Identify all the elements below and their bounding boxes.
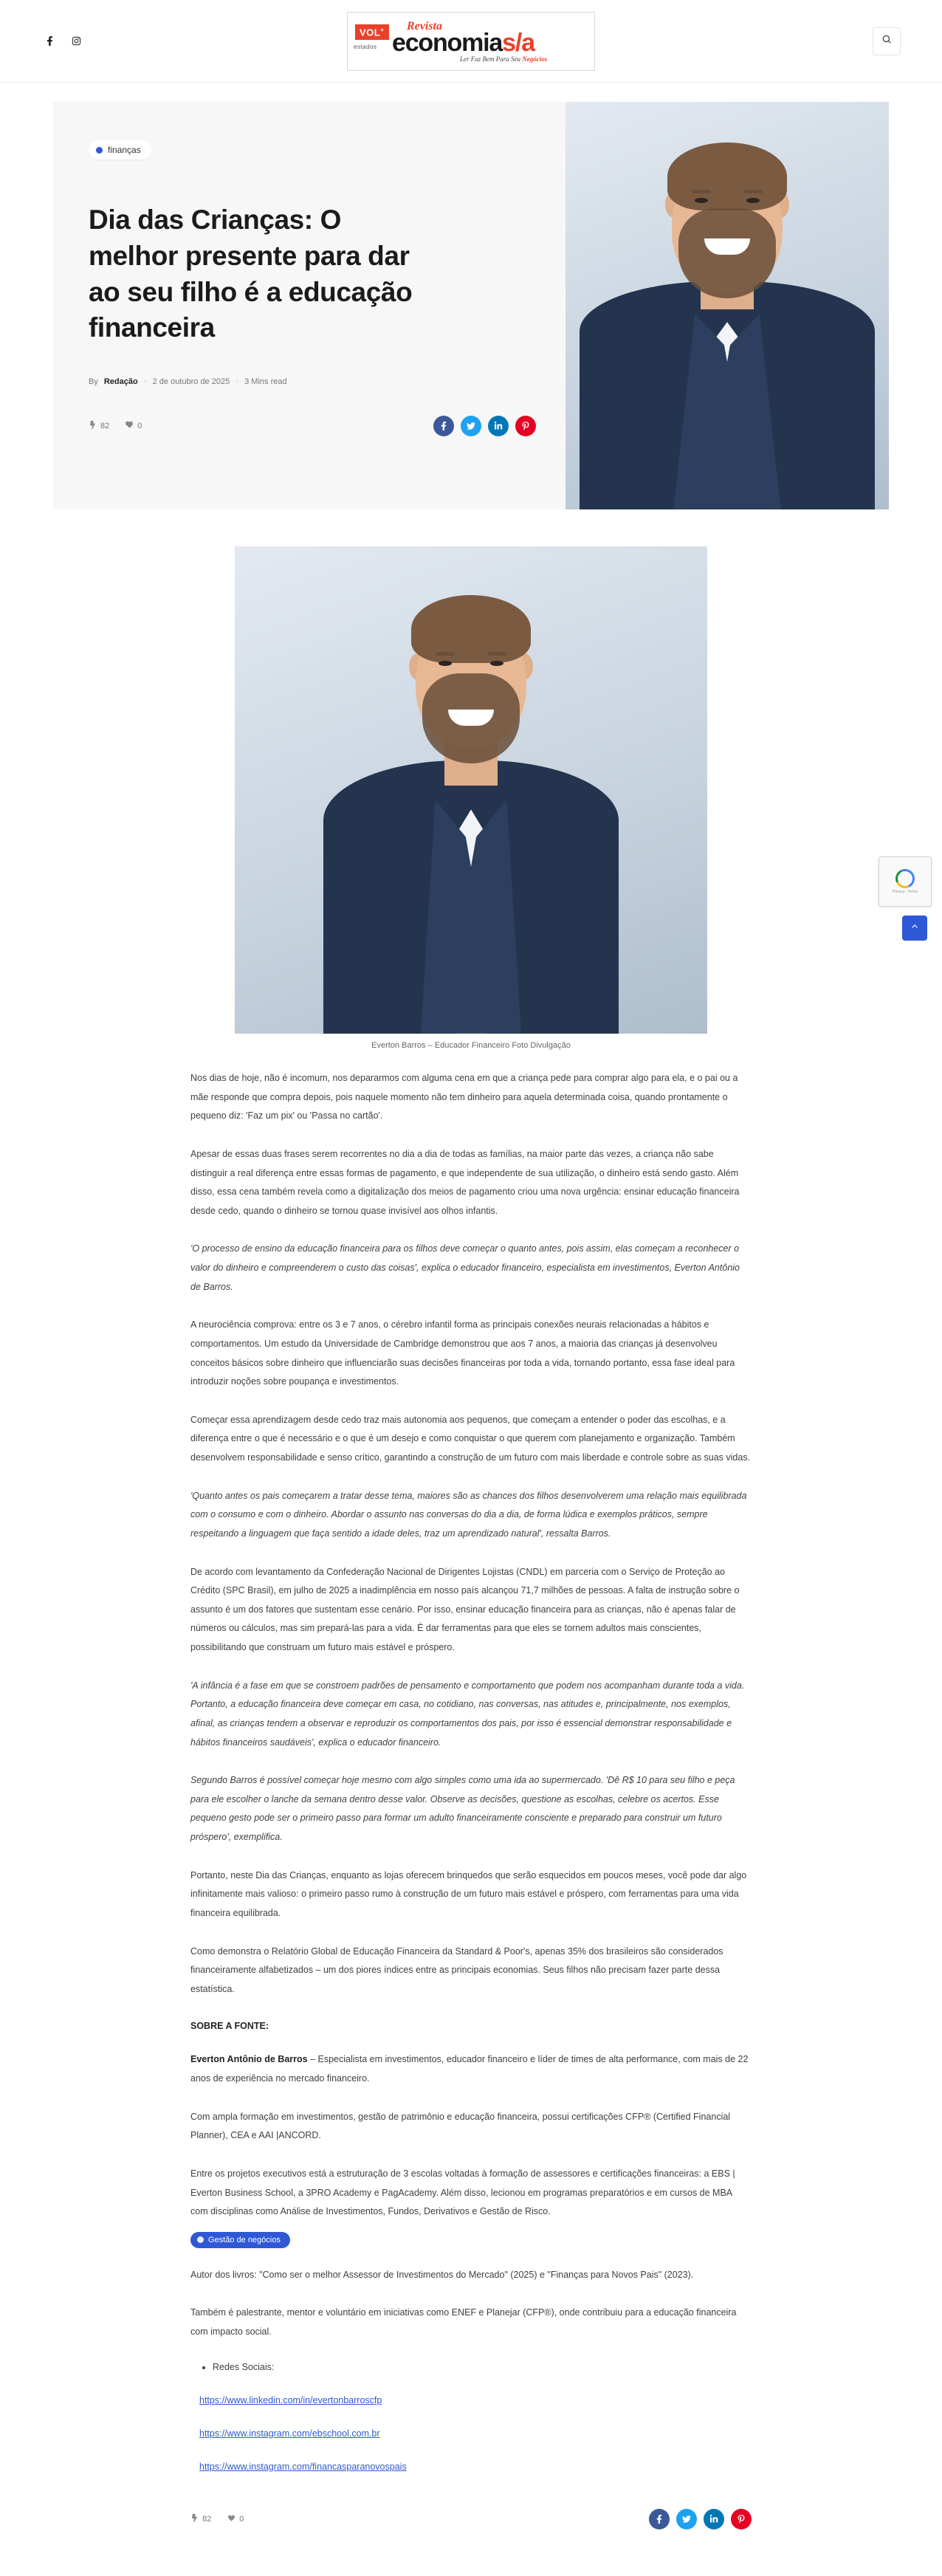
article-figure — [220, 546, 722, 1050]
social-links-list — [190, 2358, 752, 2476]
logo-badge-sup: + — [380, 27, 385, 33]
meta-separator-1: ◦ — [143, 377, 147, 387]
article-paragraph: De acordo com levantamento da Confederação Nacional de Dirigentes Lojistas (CNDL) em parceria com o Serviço de Proteção ao Crédito (SPC Brasil), em julho de 2025 a inadimplência em nosso país alcançou 71,7 milhões de pessoas. A falta de instrução sobre o assunto é um dos fatores que sustentam esse cenário. Por isso, ensinar educação financeira para as crianças, não é apenas falar de números ou cálculos, mas sim prepará-las para a vida. É dar ferramentas para que eles se tornem adultos mais conscientes, possibilitando que construam um futuro mais estável e próspero. — [190, 1566, 740, 1652]
search-button[interactable] — [873, 27, 901, 55]
footer-like-count-value: 0 — [239, 2514, 244, 2524]
portrait-illustration-2 — [235, 546, 707, 1034]
logo-wordmark — [392, 29, 534, 58]
share-twitter-icon[interactable] — [676, 2509, 697, 2529]
article-paragraph: Nos dias de hoje, não é incomum, nos depararmos com alguma cena em que a criança pede para comprar algo para ela, e o pai ou a mãe responde que compra depois, pois naquele momento não tem dinheiro para aquela determinada coisa, quando prontamente o pequeno diz: 'Faz um pix' ou 'Passa no cartão'. — [190, 1073, 738, 1122]
article-meta — [89, 377, 536, 386]
recaptcha-badge[interactable] — [879, 856, 932, 907]
article-paragraph: Apesar de essas duas frases serem recorrentes no dia a dia de todas as famílias, na maior parte das vezes, a criança não sabe distinguir a real diferença entre essas formas de pagamento, e que independente de sua utilização, o dinheiro está sendo gasto. Além disso, essa cena também revela como a digitalização dos meios de pagamento criou uma nova urgência: ensinar educação financeira desde cedo, quando o dinheiro se tornou quase invisível aos olhos infantis. — [190, 1148, 740, 1216]
tag-dot-icon — [197, 2236, 204, 2243]
instagram-finance-link[interactable]: https://www.instagram.com/financasparanovospais — [199, 2461, 407, 2472]
footer-view-count — [190, 2514, 211, 2524]
share-linkedin-icon[interactable] — [704, 2509, 724, 2529]
article-read-time: 3 Mins read — [244, 377, 287, 387]
links-heading-text: Redes Sociais: — [213, 2361, 275, 2372]
source-paragraph: Entre os projetos executivos está a estruturação de 3 escolas voltadas à formação de assessores e certificações financeiras: a EBS | Everton Business School, a 3PRO Academy e PagAcademy. Além disso, lecionou em programas preparatórios e em cursos de MBA com disciplinas como Análise de Investimentos, Fundos, Derivativos e Gestão de Risco. — [190, 2168, 735, 2217]
view-count — [89, 421, 109, 431]
hero-bottom-bar — [89, 416, 536, 436]
meta-separator-2: ◦ — [236, 377, 239, 387]
tag-label: Gestão de negócios — [208, 2235, 281, 2244]
like-count[interactable] — [126, 421, 142, 431]
share-facebook-icon[interactable] — [433, 416, 454, 436]
links-heading — [213, 2358, 752, 2377]
by-prefix: By — [89, 377, 98, 387]
article-paragraph: A neurociência comprova: entre os 3 e 7 anos, o cérebro infantil forma as principais conexões neurais relacionadas a hábitos e comportamentos. Um estudo da Universidade de Cambridge demonstrou que aos 7 anos, a maioria das crianças já desenvolveu conceitos básicos sobre dinheiro que influenciarão suas decisões financeiras por toda a vida, tornando portanto, essa fase ideal para introduzir noções sobre poupança e investimentos. — [190, 1319, 735, 1387]
search-icon — [881, 34, 892, 48]
list-item — [199, 2410, 752, 2443]
article-figure-caption: Everton Barros – Educador Financeiro Foto Divulgação — [371, 1041, 571, 1050]
instagram-icon[interactable] — [68, 33, 84, 49]
footer-like-count[interactable] — [227, 2514, 244, 2524]
logo-wordmark-accent: s/a — [502, 29, 534, 57]
article-paragraph: Como demonstra o Relatório Global de Educação Financeira da Standard & Poor's, apenas 35% dos brasileiros são considerados financeiramente alfabetizados – um dos piores índices entre as principais economias. Seus filhos não precisam fazer parte dessa estatística. — [190, 1945, 723, 1994]
category-badge[interactable] — [89, 140, 152, 159]
logo-tagline-part2: Negócios — [522, 55, 548, 63]
logo-script-text: Revista — [407, 20, 442, 32]
logo-badge-text: VOL — [360, 27, 381, 38]
bolt-icon — [89, 421, 97, 431]
share-pinterest-icon[interactable] — [731, 2509, 752, 2529]
list-item — [199, 2377, 752, 2410]
footer-engagement-stats — [190, 2514, 244, 2524]
article-paragraph: Segundo Barros é possível começar hoje mesmo com algo simples como uma ida ao supermercado. 'Dê R$ 10 para seu filho e peça para ele escolher o lanche da semana dentro desse valor. Observe as decisões, questione as escolhas, celebre os acertos. Esse pequeno gesto pode ser o primeiro passo para formar um adulto financeiramente consciente e preparado para construir um futuro próspero', exemplifica. — [190, 1775, 735, 1842]
chevron-up-icon — [910, 921, 919, 935]
category-dot-icon — [96, 147, 103, 154]
article-body — [190, 546, 752, 2476]
article-date: 2 de outubro de 2025 — [152, 377, 230, 387]
hero-text-column — [53, 102, 565, 509]
footer-view-count-value: 82 — [202, 2514, 212, 2524]
article-author[interactable]: Redação — [103, 377, 138, 387]
site-logo[interactable] — [347, 12, 595, 71]
site-header — [0, 0, 942, 83]
hero-article-card — [53, 102, 889, 509]
article-paragraph: Autor dos livros: "Como ser o melhor Assessor de Investimentos do Mercado" (2025) e "Finanças para Novos Pais" (2023). — [190, 2269, 694, 2280]
list-item — [199, 2443, 752, 2476]
article-paragraph: Também é palestrante, mentor e voluntário em iniciativas como ENEF e Planejar (CFP®), onde contribuiu para a educação financeira com impacto social. — [190, 2307, 737, 2337]
share-linkedin-icon[interactable] — [488, 416, 509, 436]
back-to-top-button[interactable] — [902, 916, 927, 941]
category-label: finanças — [108, 145, 141, 155]
source-name: Everton Antônio de Barros — [190, 2054, 308, 2065]
source-paragraph — [190, 2050, 752, 2088]
logo-badge-sub: estados — [354, 44, 377, 50]
share-twitter-icon[interactable] — [461, 416, 481, 436]
article-paragraph: Começar essa aprendizagem desde cedo traz mais autonomia aos pequenos, que começam a entender o poder das escolhas, e a diferença entre o que é necessário e o que é um desejo e como conquistar o que querem com planejamento e organização. Também desenvolvem responsabilidade e senso crítico, garantindo a construção de um futuro com mais liberdade e controle sobre as suas vidas. — [190, 1414, 751, 1463]
article-paragraph: 'Quanto antes os pais começarem a tratar desse tema, maiores são as chances dos filhos desenvolverem uma relação mais equilibrada com o consumo e com o dinheiro. Abordar o assunto nas conversas do dia a dia, de forma lúdica e exemplos práticos, sempre respeitando a linguagem que faça sentido a idade deles, traz um aprendizado natural', ressalta Barros. — [190, 1490, 747, 1539]
article-paragraph: 'O processo de ensino da educação financeira para os filhos deve começar o quanto antes, pois assim, elas começam a reconhecer o valor do dinheiro e compreenderem o custo das coisas', explica o educador financeiro, especialista em investimentos, Everton Antônio de Barros. — [190, 1243, 740, 1292]
like-count-value: 0 — [137, 422, 142, 431]
recaptcha-icon — [893, 866, 917, 890]
source-paragraph: Com ampla formação em investimentos, gestão de patrimônio e educação financeira, possui certificações CFP® (Certified Financial Planner), CEA e AAI |ANCORD. — [190, 2111, 731, 2141]
logo-tagline-part1: Ler Faz Bem Para Seu — [460, 55, 523, 63]
source-heading: SOBRE A FONTE: — [190, 2021, 269, 2032]
footer-share-buttons — [649, 2509, 752, 2529]
logo-badge — [355, 24, 389, 40]
hero-image — [565, 102, 889, 509]
engagement-stats — [89, 421, 142, 431]
article-footer-bar — [190, 2509, 752, 2559]
article-figure-image — [235, 546, 707, 1034]
recaptcha-terms-text: Privacy - Terms — [892, 889, 918, 894]
source-name-desc: – Especialista em investimentos, educador financeiro e líder de times de alta performance, com mais de 22 anos de experiência no mercado financeiro. — [190, 2054, 749, 2084]
page-title: Dia das Crianças: O melhor presente para dar ao seu filho é a educação financeira — [89, 205, 413, 343]
linkedin-profile-link[interactable]: https://www.linkedin.com/in/evertonbarroscfp — [199, 2394, 382, 2405]
heart-icon — [126, 421, 134, 431]
share-pinterest-icon[interactable] — [515, 416, 536, 436]
share-buttons — [433, 416, 536, 436]
bolt-icon — [190, 2514, 199, 2524]
tag-badge[interactable] — [190, 2232, 290, 2248]
header-social-links — [41, 33, 84, 49]
share-facebook-icon[interactable] — [649, 2509, 670, 2529]
logo-wordmark-main: economia — [392, 29, 503, 57]
view-count-value: 82 — [100, 422, 110, 431]
heart-icon — [227, 2514, 236, 2524]
facebook-icon[interactable] — [41, 33, 58, 49]
portrait-illustration — [565, 102, 889, 509]
article-paragraph: Portanto, neste Dia das Crianças, enquanto as lojas oferecem brinquedos que serão esquecidos em poucos meses, você pode dar algo infinitamente mais valioso: o primeiro passo rumo à construção de um futuro mais estável e próspero, com ferramentas para uma vida financeira equilibrada. — [190, 1869, 747, 1918]
logo-tagline — [460, 55, 547, 63]
instagram-school-link[interactable]: https://www.instagram.com/ebschool.com.br — [199, 2428, 380, 2439]
article-paragraph: 'A infância é a fase em que se constroem padrões de pensamento e comportamento que podem nos acompanham durante toda a vida. Portanto, a educação financeira deve começar em casa, no cotidiano, nas conversas, nas atitudes e, principalmente, nos exemplos, afinal, as crianças tendem a observar e reproduzir os comportamentos dos pais, por isso é essencial demonstrar responsabilidade e hábitos financeiros saudáveis', explica o educador financeiro. — [190, 1680, 745, 1748]
